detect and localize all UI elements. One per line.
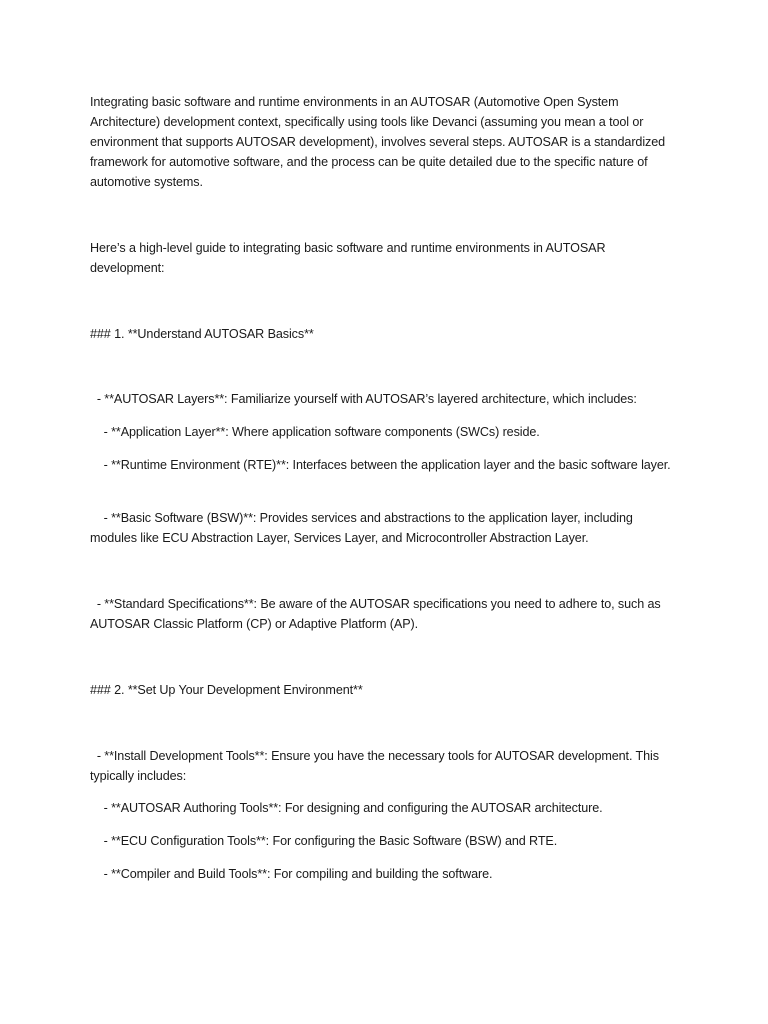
sub-bullet-compiler-tools: - **Compiler and Build Tools**: For compiling and building the software. [90,867,493,881]
section-heading-2: ### 2. **Set Up Your Development Environment** [90,683,363,697]
section-heading-1: ### 1. **Understand AUTOSAR Basics** [90,327,314,341]
sub-bullet-rte: - **Runtime Environment (RTE)**: Interfaces between the application layer and the basic software layer. [90,458,671,472]
bullet-standard-specifications: - **Standard Specifications**: Be aware of the AUTOSAR specifications you need to adhere to, such as AUTOSAR Classic Platform (CP) or Adaptive Platform (AP). [90,597,664,631]
sub-bullet-authoring-tools: - **AUTOSAR Authoring Tools**: For designing and configuring the AUTOSAR architecture. [90,801,603,815]
bullet-install-tools: - **Install Development Tools**: Ensure you have the necessary tools for AUTOSAR development. This typically includes: [90,749,663,783]
bullet-autosar-layers: - **AUTOSAR Layers**: Familiarize yourself with AUTOSAR’s layered architecture, which includes: [90,392,637,406]
sub-bullet-ecu-config-tools: - **ECU Configuration Tools**: For configuring the Basic Software (BSW) and RTE. [90,834,558,848]
sub-bullet-bsw: - **Basic Software (BSW)**: Provides services and abstractions to the application layer, including modules like ECU Abstraction Layer, Services Layer, and Microcontroller Abstraction Layer. [90,511,637,545]
intro-paragraph: Integrating basic software and runtime environments in an AUTOSAR (Automotive Open System Architecture) development context, specifically using tools like Devanci (assuming you mean a tool or environment that supports AUTOSAR development), involves several steps. AUTOSAR is a standardized framework for automotive software, and the process can be quite detailed due to the specific nature of automotive systems. [90,95,669,189]
guide-intro-paragraph: Here’s a high-level guide to integrating basic software and runtime environments in AUTOSAR development: [90,241,609,275]
sub-bullet-application-layer: - **Application Layer**: Where application software components (SWCs) reside. [90,425,540,439]
